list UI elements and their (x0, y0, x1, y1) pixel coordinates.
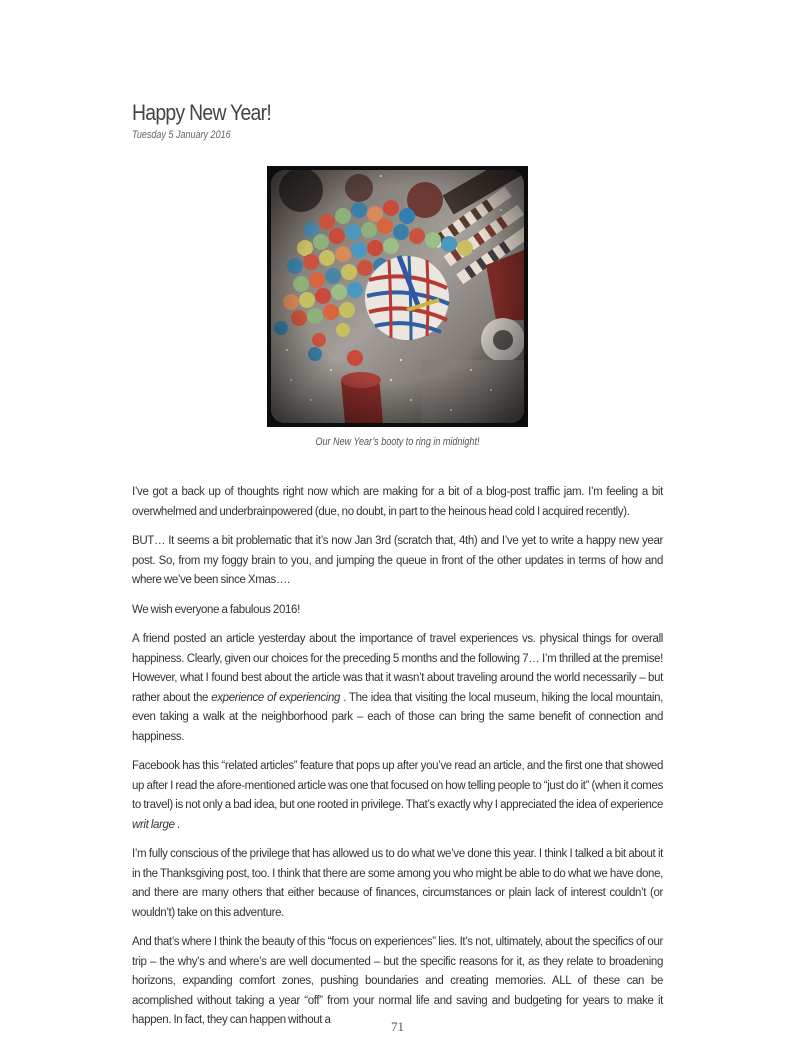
paragraph-4-text-b: . The idea that visiting the local museum, hiking the local mountain, even taking a walk at the neighborhood park – each of those can bring the same benefit of connection and happiness. (132, 691, 663, 743)
photo-caption: Our New Year’s booty to ring in midnight! (315, 436, 480, 448)
paragraph-4-text-a: A friend posted an article yesterday about the importance of travel experiences vs. physical things for overall happiness. Clearly, given our choices for the preceding 5 months and the following 7… I’m thrilled at the premise! However, what I found best about the article was that it wasn’t about traveling around the world necessarily – but rather about the (132, 633, 663, 704)
paragraph-6: I’m fully conscious of the privilege that has allowed us to do what we’ve done this year. I think I talked a bit about it in the Thanksgiving post, too. I think that there are some among you who might be able to do what we have done, and there are many others that either because of finances, circumstances or plain lack of interest couldn’t (or wouldn’t) take on this adventure. (132, 848, 663, 919)
post-date: Tuesday 5 January 2016 (132, 129, 231, 141)
post-title: Happy New Year! (132, 100, 272, 125)
paragraph-5-text-a: Facebook has this “related articles” feature that pops up after you’ve read an article, and the first one that showed up after I read the afore-mentioned article was one that focused on how telling people to “just do it” (when it comes to travel) is not only a bad idea, but one rooted in privilege. That’s exactly why I appreciated the idea of experience (132, 760, 663, 811)
post-photo (267, 166, 528, 427)
paragraph-4 (132, 630, 663, 747)
paragraph-5-emphasis: writ large (132, 818, 175, 831)
page-content (132, 98, 663, 1026)
paragraph-2: BUT… It seems a bit problematic that it’s now Jan 3rd (scratch that, 4th) and I’ve yet to write a happy new year post. So, from my foggy brain to you, and jumping the queue in front of the other updates in terms of how and where we’ve been since Xmas…. (132, 535, 663, 586)
paragraph-1: I’ve got a back up of thoughts right now which are making for a bit of a blog-post traffic jam. I’m feeling a bit overwhelmed and underbrainpowered (due, no doubt, in part to the heinous head cold I acquired recently). (132, 486, 663, 518)
paragraph-4-emphasis: experience of experiencing (211, 691, 341, 704)
paragraph-7: And that’s where I think the beauty of this “focus on experiences” lies. It’s not, ultimately, about the specifics of our trip – the why’s and where’s are well documented – but the specific reasons for it, as they relate to broadening horizons, expanding comfort zones, pushing boundaries and creating memories. ALL of these can be acomplished without taking a year “off” from your normal life and saving and budgeting for years to make it happen. In fact, they can happen without a (132, 936, 663, 1026)
paragraph-3: We wish everyone a fabulous 2016! (132, 603, 300, 616)
paragraph-5-text-b: . (174, 818, 180, 831)
gumballs-photo-image (271, 170, 524, 423)
page-number: 71 (391, 1019, 404, 1034)
paragraph-5 (132, 757, 663, 835)
post-body (132, 483, 663, 1041)
